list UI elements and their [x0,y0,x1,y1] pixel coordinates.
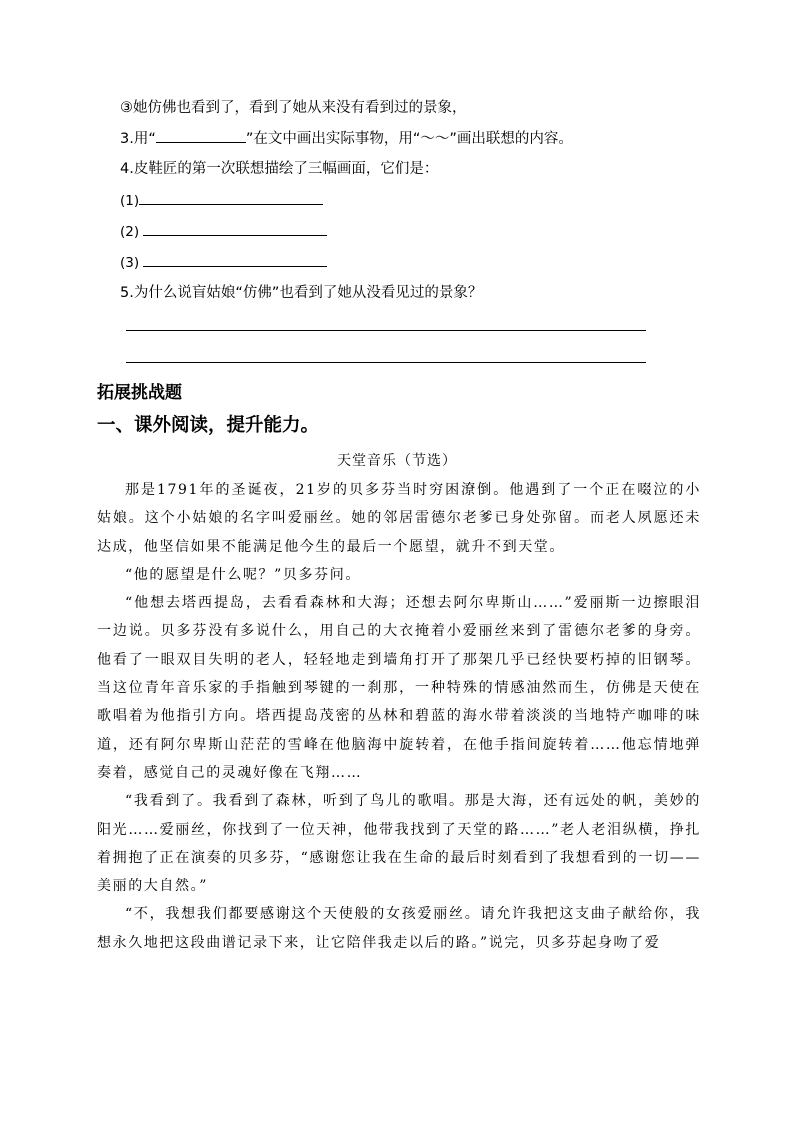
question-4-item-2-blank[interactable] [143,221,327,236]
passage-paragraph-3: “他想去塔西提岛，去看看森林和大海；还想去阿尔卑斯山……”爱丽斯一边擦眼泪一边说。贝多芬没有多说什么，用自己的大衣掩着小爱丽丝来到了雷德尔老爹的身旁。他看了一眼双目失明的老人，轻轻地走到墙角打开了那架几乎已经快要朽掉的旧钢琴。当这位青年音乐家的手指触到琴键的一刹那，一种特殊的情感油然而生，仿佛是天使在歌唱着为他指引方向。塔西提岛茂密的丛林和碧蓝的海水带着淡淡的当地特产咖啡的味道，还有阿尔卑斯山茫茫的雪峰在他脑海中旋转着，在他手指间旋转着……他忘情地弹奏着，感觉自己的灵魂好像在飞翔…… [97,595,701,781]
passage-paragraph-2: “他的愿望是什么呢？”贝多芬问。 [125,566,361,583]
question-4-item-2-label: (2) [120,224,140,240]
question-5-answer-line-2[interactable] [126,362,646,363]
reading-passage [97,476,701,957]
question-4-item-1-blank[interactable] [139,190,323,205]
passage-title: 天堂音乐（节选） [337,453,457,469]
question-4-item-2 [120,221,327,242]
extension-heading: 拓展挑战题 [97,383,182,403]
item-3-circled: ③她仿佛也看到了，看到了她从来没有看到过的景象， [120,100,467,116]
passage-paragraph-5: “不，我想我们都要感谢这个天使般的女孩爱丽丝。请允许我把这支曲子献给你，我想永久地把这段曲谱记录下来，让它陪伴我走以后的路。”说完，贝多芬起身吻了爱 [97,906,701,951]
question-3-prefix: 3.用“ [120,131,156,147]
question-3-underline-sample [156,128,246,143]
question-5-answer-line-1[interactable] [126,330,646,331]
passage-paragraph-4: “我看到了。我看到了森林，听到了鸟儿的歌唱。那是大海，还有远处的帆，美妙的阳光……爱丽丝，你找到了一位天神，他带我找到了天堂的路……”老人老泪纵横，挣扎着拥抱了正在演奏的贝多芬，“感谢您让我在生命的最后时刻看到了我想看到的一切——美丽的大自然。” [97,793,701,895]
question-4-item-3-blank[interactable] [143,252,327,267]
question-3-suffix: ”在文中画出实际事物，用“～～”画出联想的内容。 [245,131,573,147]
question-4-item-1-label: (1) [120,193,140,209]
question-5: 5.为什么说盲姑娘“仿佛”也看到了她从没看见过的景象？ [120,285,483,301]
passage-paragraph-1: 那是1791年的圣诞夜，21岁的贝多芬当时穷困潦倒。他遇到了一个正在啜泣的小姑娘。这个小姑娘的名字叫爱丽丝。她的邻居雷德尔老爹已身处弥留。而老人夙愿还未达成，他坚信如果不能满足他今生的最后一个愿望，就升不到天堂。 [97,482,701,555]
question-3 [120,128,573,149]
question-4-item-3-label: (3) [120,255,140,271]
question-4-item-3 [120,252,327,273]
question-4: 4.皮鞋匠的第一次联想描绘了三幅画面，它们是： [120,161,439,177]
section-1-heading: 一、课外阅读，提升能力。 [97,415,320,436]
question-4-item-1 [120,190,323,211]
